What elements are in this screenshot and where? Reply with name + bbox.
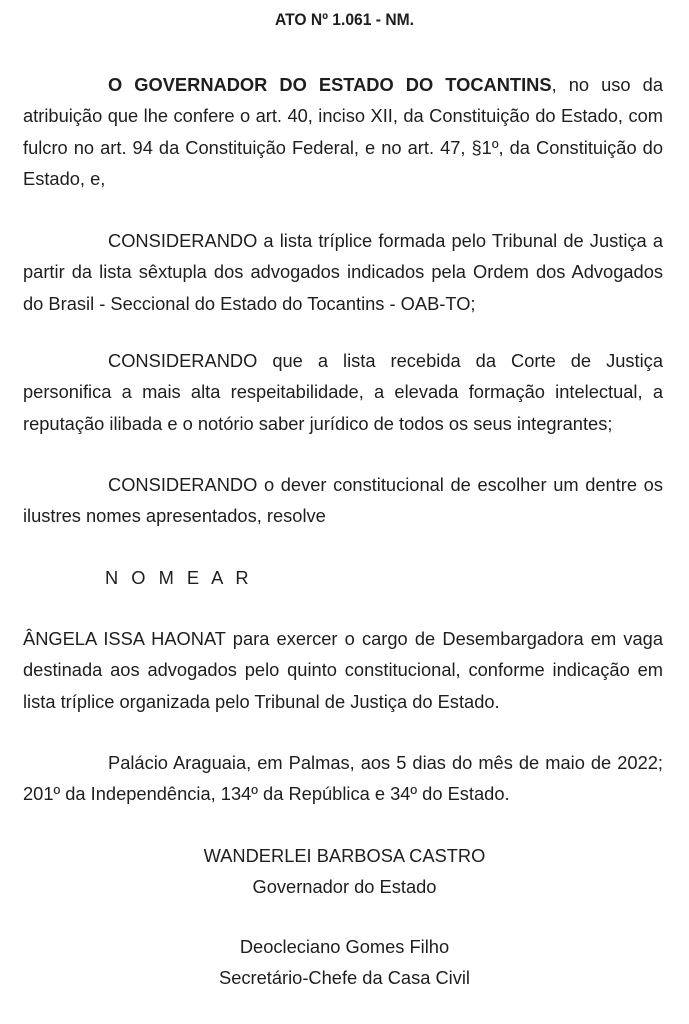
closing-text: Palácio Araguaia, em Palmas, aos 5 dias do mês de maio de 2022; 201º da Independência, 134º da República e 34º do Estado.: [23, 752, 663, 805]
appointee-name: ÂNGELA ISSA HAONAT: [23, 628, 226, 649]
signatory-role: Governador do Estado: [252, 876, 437, 897]
appointment-paragraph: [23, 623, 663, 717]
authority-text: O GOVERNADOR DO ESTADO DO TOCANTINS: [108, 74, 552, 95]
considerando-text: que a lista recebida da Corte de Justiça personifica a mais alta respeitabilidade, a elevada formação intelectual, a reputação ilibada e o notório saber jurídico de todos os seus integrantes;: [23, 350, 663, 434]
action-paragraph: [23, 562, 663, 593]
considerando-paragraph-3: [23, 469, 663, 532]
document-title: ATO Nº 1.061 - NM.: [275, 10, 414, 29]
considerando-paragraph-1: [23, 225, 663, 319]
preamble-text: , no uso da atribuição que lhe confere o art. 40, inciso XII, da Constituição do Estado, com fulcro no art. 94 da Constituição Federal, e no art. 47, §1º, da Constituição do Estado, e,: [23, 74, 663, 189]
appointment-text: para exercer o cargo de Desembargadora em vaga destinada aos advogados pelo quinto constitucional, conforme indicação em lista tríplice organizada pelo Tribunal de Justiça do Estado.: [23, 628, 663, 712]
signature-block-secretary: [0, 931, 689, 993]
signatory-role: Secretário-Chefe da Casa Civil: [219, 967, 470, 988]
signatory-name: WANDERLEI BARBOSA CASTRO: [203, 845, 486, 866]
preamble-paragraph: [23, 69, 663, 194]
considerando-text: a lista tríplice formada pelo Tribunal de Justiça a partir da lista sêxtupla dos advogados indicados pela Ordem dos Advogados do Brasil - Seccional do Estado do Tocantins - OAB-TO;: [23, 230, 663, 314]
signatory-name: Deocleciano Gomes Filho: [239, 936, 450, 957]
signature-block-governor: [0, 840, 689, 902]
considerando-keyword: CONSIDERANDO: [108, 230, 258, 251]
closing-paragraph: [23, 747, 663, 810]
considerando-paragraph-2: [23, 345, 663, 439]
considerando-keyword: CONSIDERANDO: [108, 350, 258, 371]
considerando-keyword: CONSIDERANDO: [108, 474, 258, 495]
considerando-text: o dever constitucional de escolher um dentre os ilustres nomes apresentados, resolve: [23, 474, 663, 527]
action-text: N O M E A R: [105, 567, 253, 588]
